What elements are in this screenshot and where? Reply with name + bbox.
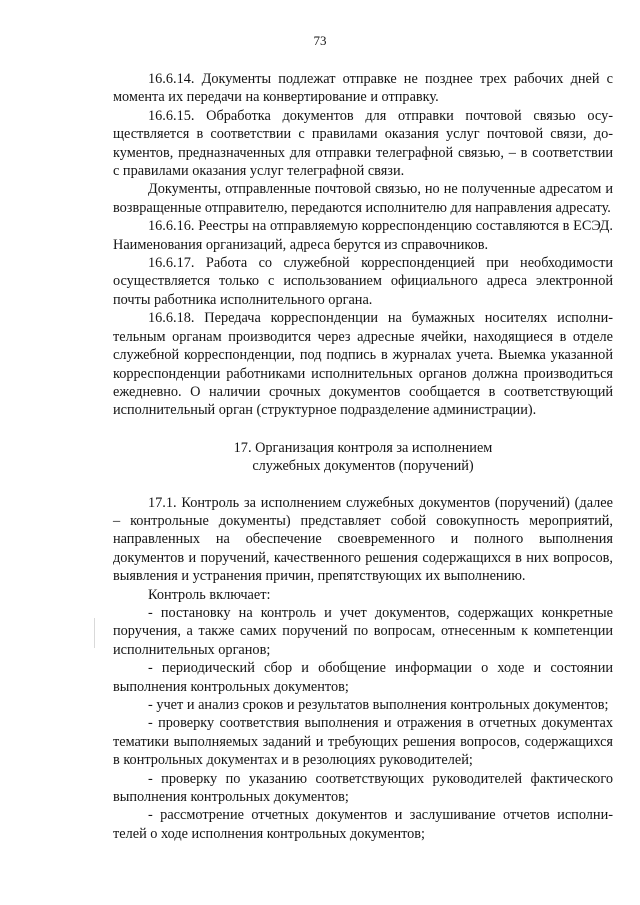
- section-17-heading: [113, 439, 613, 476]
- paragraph-16-6-16: 16.6.16. Реестры на отправляемую корреспонденцию составляются в ЕСЭД. Наименования организаций, адреса берутся из справочников.: [113, 218, 613, 253]
- paragraph-16-6-17: 16.6.17. Работа со служебной корреспонденцией при необходимости осуществляется только с использованием официального адреса электронной почты работника исполнительного органа.: [113, 255, 613, 308]
- page-body: [113, 70, 613, 843]
- paragraph-17-1: 17.1. Контроль за исполнением служебных документов (поручений) (далее – контрольные документы) представляет собой совокупность мероприятий, направленных на обеспечение своевременного и полного выполнения документов и поручений, качественного решения содержащихся в них вопросов, выявления и устранения причин, препятствующих их выполнению.: [113, 494, 613, 585]
- margin-scan-mark: [94, 618, 95, 648]
- section-17-heading-line2: служебных документов (поручений): [252, 458, 474, 475]
- list-item: - проверку по указанию соответствующих руководителей фактического выполнения контрольных документов;: [113, 770, 613, 806]
- list-item: - периодический сбор и обобщение информации о ходе и состоянии выполнения контрольных документов;: [113, 660, 613, 695]
- section-17-heading-line1: 17. Организация контроля за исполнением: [233, 439, 493, 456]
- paragraph-16-6-15: 16.6.15. Обработка документов для отправки почтовой связью осуществляется в соответствии с правилами оказания услуг почтовой связи, документов, предназначенных для отправки телеграфной связью, – в соответствии с правилами оказания услуг телеграфной связи.: [113, 107, 613, 180]
- paragraph-returned-mail: Документы, отправленные почтовой связью, но не полученные адресатом и возвращенные отправителю, передаются исполнителю для направления адресату.: [113, 181, 613, 216]
- paragraph-16-6-14: 16.6.14. Документы подлежат отправке не позднее трех рабочих дней с момента их передачи на конвертирование и отправку.: [113, 71, 613, 106]
- list-item: - постановку на контроль и учет документов, содержащих конкретные поручения, а также самих поручений по вопросам, отнесенным к компетенции исполнительных органов;: [113, 604, 613, 658]
- page-number: 73: [313, 33, 327, 48]
- list-item: - рассмотрение отчетных документов и заслушивание отчетов исполнителей о ходе исполнения контрольных документов;: [113, 807, 613, 842]
- paragraph-control-includes: Контроль включает:: [148, 586, 271, 603]
- paragraph-16-6-18: 16.6.18. Передача корреспонденции на бумажных носителях исполнительным органам производится через адресные ячейки, находящиеся в отделе служебной корреспонденции, под подпись в журналах учета. Выемка указанной корреспонденции работниками исполнительных органов должна производиться ежедневно. О наличии срочных документов сообщается в соответствующий исполнительный орган (структурное подразделение администрации).: [113, 310, 613, 419]
- list-item: - проверку соответствия выполнения и отражения в отчетных документах тематики выполняемых заданий и требующих решения вопросов, содержащихся в контрольных документах и в резолюциях руководителей;: [113, 715, 613, 769]
- list-item: - учет и анализ сроков и результатов выполнения контрольных документов;: [148, 697, 609, 713]
